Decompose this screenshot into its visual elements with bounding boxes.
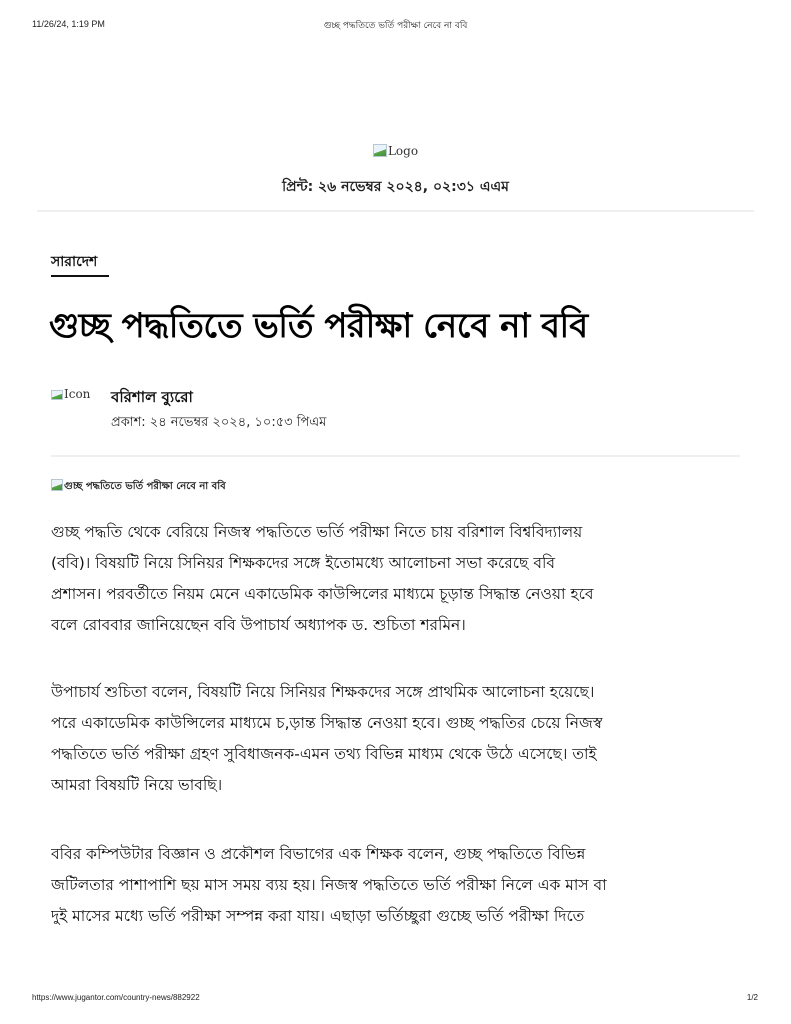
print-footer-url[interactable]: https://www.jugantor.com/country-news/882922 (32, 993, 200, 1002)
paragraph-line: বলে রোববার জানিয়েছেন ববি উপাচার্য অধ্যাপক ড. শুচিতা শরমিন। (51, 616, 466, 634)
published-date: প্রকাশ: ২৪ নভেম্বর ২০২৪, ১০:৫৩ পিএম (111, 415, 327, 430)
paragraph-line: পদ্ধতিতে ভর্তি পরীক্ষা গ্রহণ সুবিধাজনক-এমন তথ্য বিভিন্ন মাধ্যম থেকে উঠে এসেছে। তাই (51, 745, 597, 763)
site-logo[interactable] (0, 144, 791, 158)
author-icon (51, 387, 90, 401)
author-name[interactable]: বরিশাল ব্যুরো (111, 388, 193, 406)
article-paragraph (51, 517, 741, 641)
broken-image-icon (51, 479, 63, 491)
print-timestamp: প্রিন্ট: ২৬ নভেম্বর ২০২৪, ০২:৩১ এএম (282, 179, 509, 195)
paragraph-line: প্রশাসন। পরবর্তীতে নিয়ম মেনে একাডেমিক কাউন্সিলের মাধ্যমে চূড়ান্ত সিদ্ধান্ত নেওয়া হবে (51, 585, 594, 603)
article-image (51, 479, 226, 496)
broken-image-icon (51, 390, 63, 400)
print-header-title: গুচ্ছ পদ্ধতিতে ভর্তি পরীক্ষা নেবে না ববি (323, 21, 468, 31)
article-headline: গুচ্ছ পদ্ধতিতে ভর্তি পরীক্ষা নেবে না ববি (49, 306, 588, 346)
divider (37, 210, 754, 212)
article-paragraph (51, 839, 741, 932)
divider (51, 455, 740, 457)
paragraph-line: উপাচার্য শুচিতা বলেন, বিষয়টি নিয়ে সিনিয়র শিক্ষকদের সঙ্গে প্রাথমিক আলোচনা হয়েছে। (51, 683, 595, 701)
category-underline (51, 275, 109, 277)
category-link[interactable]: সারাদেশ (51, 254, 98, 270)
article-image-alt-text: গুচ্ছ পদ্ধতিতে ভর্তি পরীক্ষা নেবে না ববি (64, 481, 226, 492)
paragraph-line: ববির কম্পিউটার বিজ্ঞান ও প্রকৌশল বিভাগের এক শিক্ষক বলেন, গুচ্ছ পদ্ধতিতে বিভিন্ন (51, 845, 586, 863)
author-icon-alt-text: Icon (64, 387, 91, 401)
print-header-datetime: 11/26/24, 1:19 PM (32, 19, 105, 29)
paragraph-line: দুই মাসের মধ্যে ভর্তি পরীক্ষা সম্পন্ন করা যায়। এছাড়া ভর্তিচ্ছুরা গুচ্ছে ভর্তি পরীক্ষা দিতে (51, 907, 585, 925)
paragraph-line: জটিলতার পাশাপাশি ছয় মাস সময় ব্যয় হয়। নিজস্ব পদ্ধতিতে ভর্তি পরীক্ষা নিলে এক মাস বা (51, 876, 607, 894)
broken-image-icon (373, 144, 387, 157)
paragraph-line: (ববি)। বিষয়টি নিয়ে সিনিয়র শিক্ষকদের সঙ্গে ইতোমধ্যে আলোচনা সভা করেছে ববি (51, 554, 556, 572)
paragraph-line: গুচ্ছ পদ্ধতি থেকে বেরিয়ে নিজস্ব পদ্ধতিতে ভর্তি পরীক্ষা নিতে চায় বরিশাল বিশ্ববিদ্যালয় (51, 523, 583, 541)
logo-alt-text: Logo (387, 144, 419, 158)
article-paragraph (51, 677, 741, 801)
paragraph-line: পরে একাডেমিক কাউন্সিলের মাধ্যমে চ‚ড়ান্ত সিদ্ধান্ত নেওয়া হবে। গুচ্ছ পদ্ধতির চেয়ে নিজস্ব (51, 714, 603, 732)
paragraph-line: আমরা বিষয়টি নিয়ে ভাবছি। (51, 776, 223, 794)
print-footer-page-number: 1/2 (746, 993, 758, 1002)
